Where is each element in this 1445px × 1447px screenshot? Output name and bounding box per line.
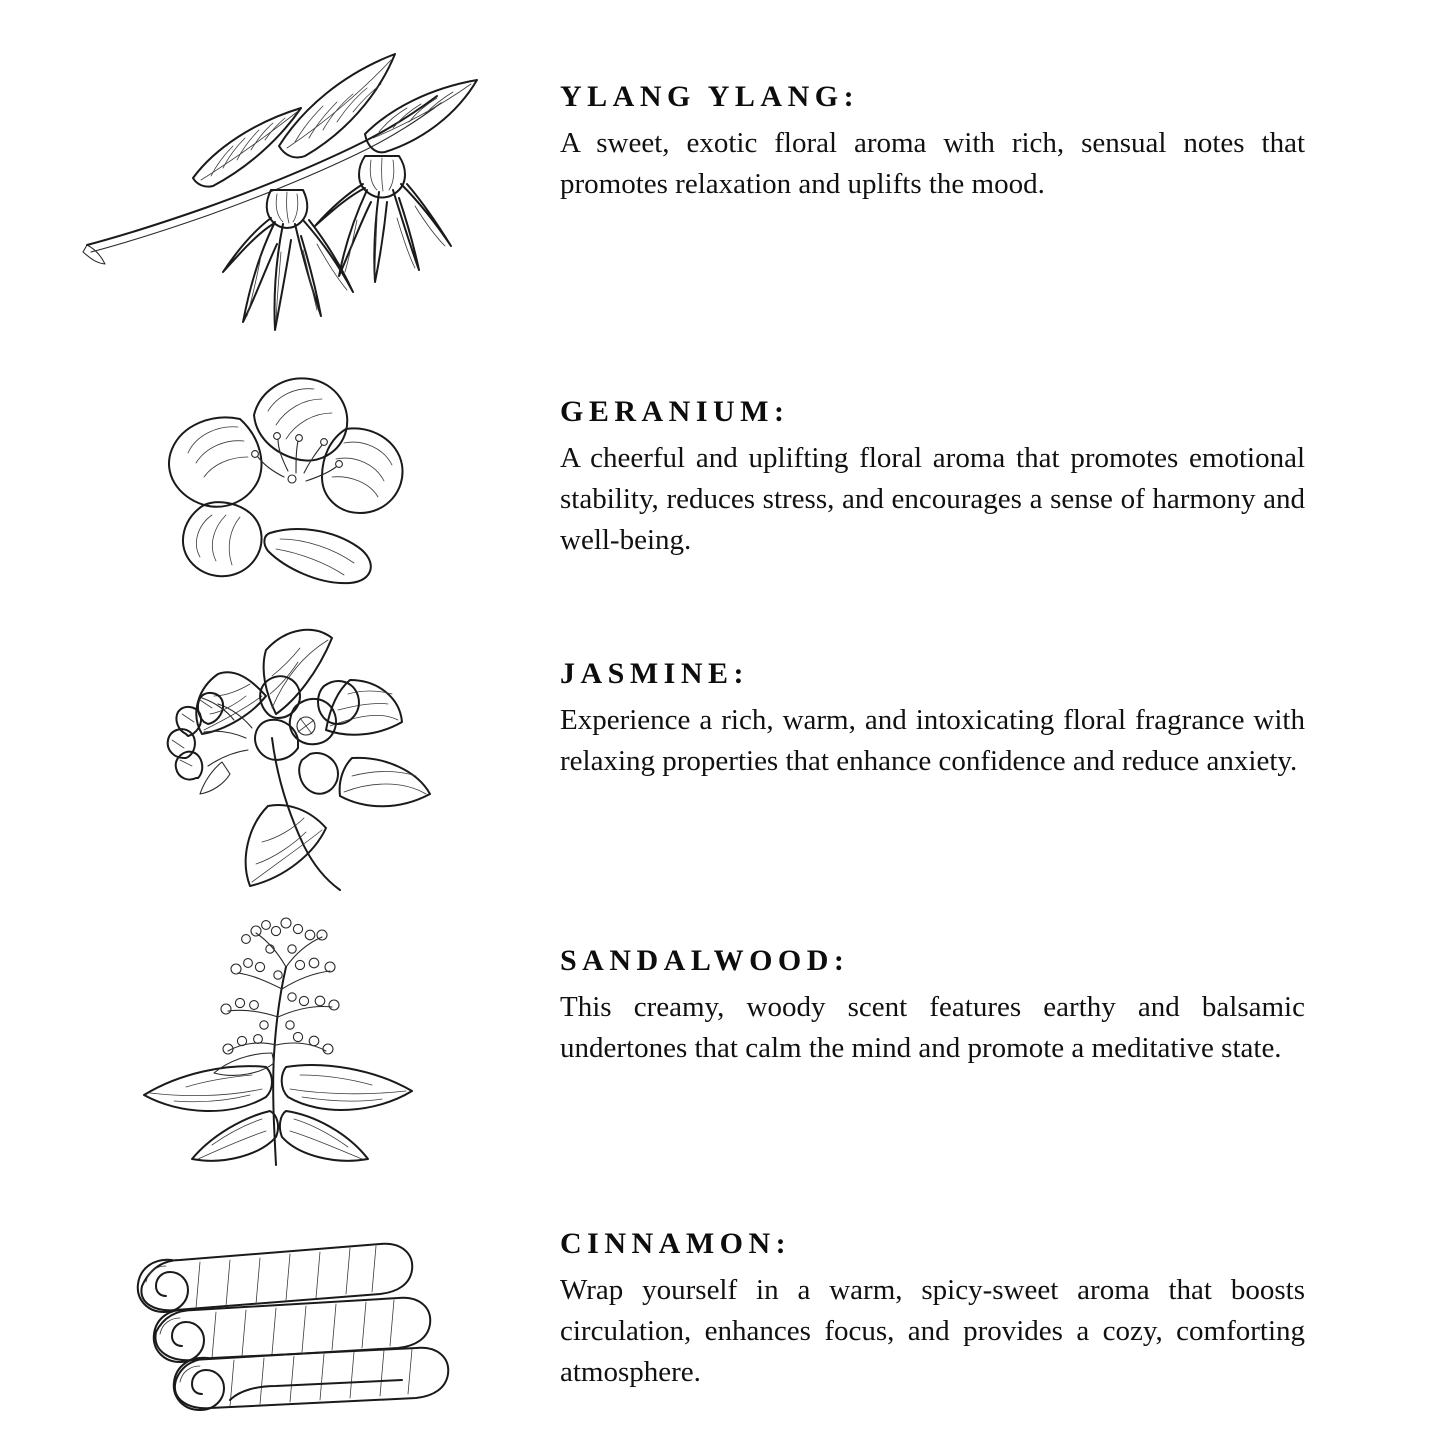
ingredient-description: Wrap yourself in a warm, spicy-sweet aroma that boosts circulation, enhances focus, and provides a cozy, comforting atmosphere. (560, 1274, 1305, 1389)
ingredient-title: YLANG YLANG: (560, 80, 860, 113)
geranium-flower-icon (0, 357, 560, 607)
ingredient-description: This creamy, woody scent features earthy and balsamic undertones that calm the mind and promote a meditative state. (560, 991, 1305, 1065)
ingredient-text (560, 357, 1445, 562)
cinnamon-sticks-icon (0, 1187, 560, 1447)
ingredient-text (560, 1187, 1445, 1394)
ingredient-description: A cheerful and uplifting floral aroma that promotes emotional stability, reduces stress, and encourages a sense of harmony and well-being. (560, 442, 1305, 557)
ingredient-title: SANDALWOOD: (560, 944, 850, 977)
sandalwood-branch-icon (0, 902, 560, 1187)
list-item (0, 22, 1445, 357)
ingredient-title: GERANIUM: (560, 395, 790, 428)
ingredient-text (560, 22, 1445, 205)
ingredient-title: CINNAMON: (560, 1227, 792, 1260)
ingredient-title: JASMINE: (560, 657, 750, 690)
jasmine-sprig-icon (0, 607, 560, 902)
ylang-ylang-branch-icon (0, 22, 560, 357)
ingredient-description: Experience a rich, warm, and intoxicating floral fragrance with relaxing properties that enhance confidence and reduce anxiety. (560, 704, 1305, 778)
list-item (0, 1187, 1445, 1447)
ingredient-text (560, 607, 1445, 782)
ingredient-description: A sweet, exotic floral aroma with rich, sensual notes that promotes relaxation and uplifts the mood. (560, 127, 1305, 201)
list-item (0, 357, 1445, 607)
ingredient-text (560, 902, 1445, 1069)
ingredient-list (0, 22, 1445, 1447)
list-item (0, 902, 1445, 1187)
list-item (0, 607, 1445, 902)
